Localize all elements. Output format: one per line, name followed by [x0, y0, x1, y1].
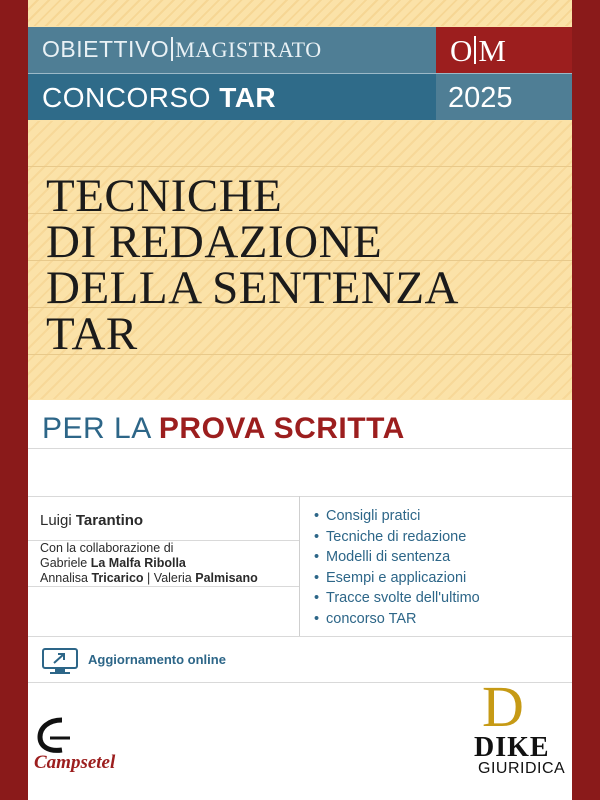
- feature-item: • Modelli di sentenza: [314, 547, 480, 568]
- om-divider: [474, 36, 476, 64]
- author: [40, 512, 143, 529]
- subtitle-area: [28, 400, 572, 496]
- edition-year: 2025: [448, 82, 513, 114]
- title-area: [28, 121, 572, 399]
- collab-intro: Con la collaborazione di: [40, 541, 174, 555]
- subtitle-prefix: PER LA: [42, 412, 151, 445]
- collab-1-last: La Malfa Ribolla: [90, 556, 186, 570]
- series-magistrato: MAGISTRATO: [175, 37, 322, 62]
- author-first: Luigi: [40, 512, 72, 529]
- dike-sub: GIURIDICA: [478, 760, 566, 777]
- dike-name: DIKE: [474, 732, 550, 763]
- online-update: [42, 648, 226, 679]
- om-logo: [450, 33, 506, 69]
- collab-3-last: Palmisano: [195, 571, 258, 585]
- cover-front: [28, 0, 572, 800]
- contest-bold: TAR: [219, 82, 277, 113]
- monitor-icon: [42, 664, 78, 679]
- feature-item: • Consigli pratici: [314, 506, 480, 527]
- campsetel-logo: [34, 716, 114, 798]
- om-logo-box: [436, 27, 572, 73]
- info-rule: [28, 496, 572, 497]
- title-line-2: DI REDAZIONE: [46, 216, 383, 268]
- subtitle-bold: PROVA SCRITTA: [158, 412, 405, 445]
- collab-line-1: [40, 556, 258, 571]
- collab-3-first: Valeria: [153, 571, 192, 585]
- top-pattern: [28, 0, 572, 26]
- feature-item: • Esempi e applicazioni: [314, 568, 480, 589]
- om-m: M: [478, 33, 506, 68]
- feature-item: • Tecniche di redazione: [314, 527, 480, 548]
- contest-prefix: CONCORSO: [42, 82, 211, 113]
- dike-d-logo: D: [482, 674, 524, 739]
- subtitle: [42, 412, 405, 446]
- collaboration: [40, 541, 258, 586]
- series-obiettivo: OBIETTIVO: [42, 36, 170, 62]
- collab-line-2: [40, 571, 258, 586]
- year-box: [436, 74, 572, 120]
- title-line-4: TAR: [46, 308, 138, 360]
- campsetel-name: Campsetel: [34, 752, 116, 773]
- om-o: O: [450, 33, 473, 68]
- info-divider: [299, 496, 300, 636]
- series-divider: [171, 37, 173, 61]
- campsetel-emblem-icon: [34, 716, 74, 754]
- feature-continuation: concorso TAR: [326, 610, 417, 627]
- feature-item-continued: [314, 609, 480, 630]
- collab-2-last: Tricarico: [91, 571, 144, 585]
- collab-2-first: Annalisa: [40, 571, 88, 585]
- author-last: Tarantino: [75, 512, 144, 529]
- subtitle-rule: [28, 448, 572, 449]
- series-label: [42, 36, 322, 63]
- feature-list: [314, 506, 480, 629]
- online-update-label: Aggiornamento online: [88, 652, 226, 667]
- contest-label: [42, 82, 276, 114]
- collab-1-first: Gabriele: [40, 556, 88, 570]
- title-line-1: TECNICHE: [46, 170, 283, 222]
- online-rule-top: [28, 636, 572, 637]
- feature-item: • Tracce svolte dell'ultimo: [314, 588, 480, 609]
- collab-separator: |: [147, 571, 151, 585]
- title-line-3: DELLA SENTENZA: [46, 262, 459, 314]
- info-area: [28, 496, 572, 800]
- collab-rule: [28, 586, 299, 587]
- title-rule: [28, 166, 572, 167]
